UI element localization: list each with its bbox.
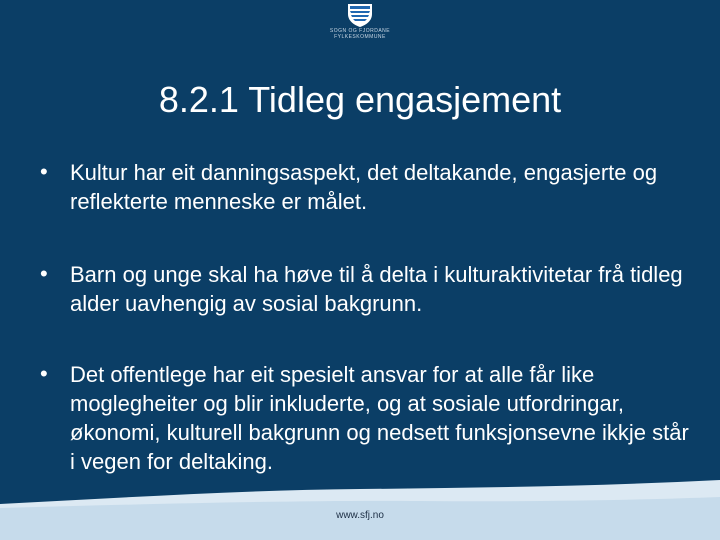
bullet-dot-icon: • (40, 159, 48, 184)
footer-url[interactable]: www.sfj.no (336, 510, 384, 521)
bullet-text: Kultur har eit danningsaspekt, det deltakande, engasjerte og reflekterte menneske er målet. (70, 160, 658, 214)
logo-line-2: FYLKESKOMMUNE (334, 34, 386, 40)
bullet-dot-icon: • (40, 261, 48, 286)
coat-of-arms-icon (346, 2, 374, 28)
logo-line-1: SOGN OG FJORDANE (329, 28, 391, 34)
bullet-text: Det offentlege har eit spesielt ansvar for at alle får like moglegheiter og blir inkluderte, og at sosiale utfordringar, økonomi, kulturell bakgrunn og nedsett funksjonsevne ikkje står i vegen for deltaking. (70, 362, 689, 474)
county-logo (318, 2, 402, 48)
bullet-text: Barn og unge skal ha høve til å delta i kulturaktivitetar frå tidleg alder uavhengig av sosial bakgrunn. (70, 262, 683, 316)
slide-title: 8.2.1 Tidleg engasjement (158, 79, 562, 120)
bullet-dot-icon: • (40, 361, 48, 386)
